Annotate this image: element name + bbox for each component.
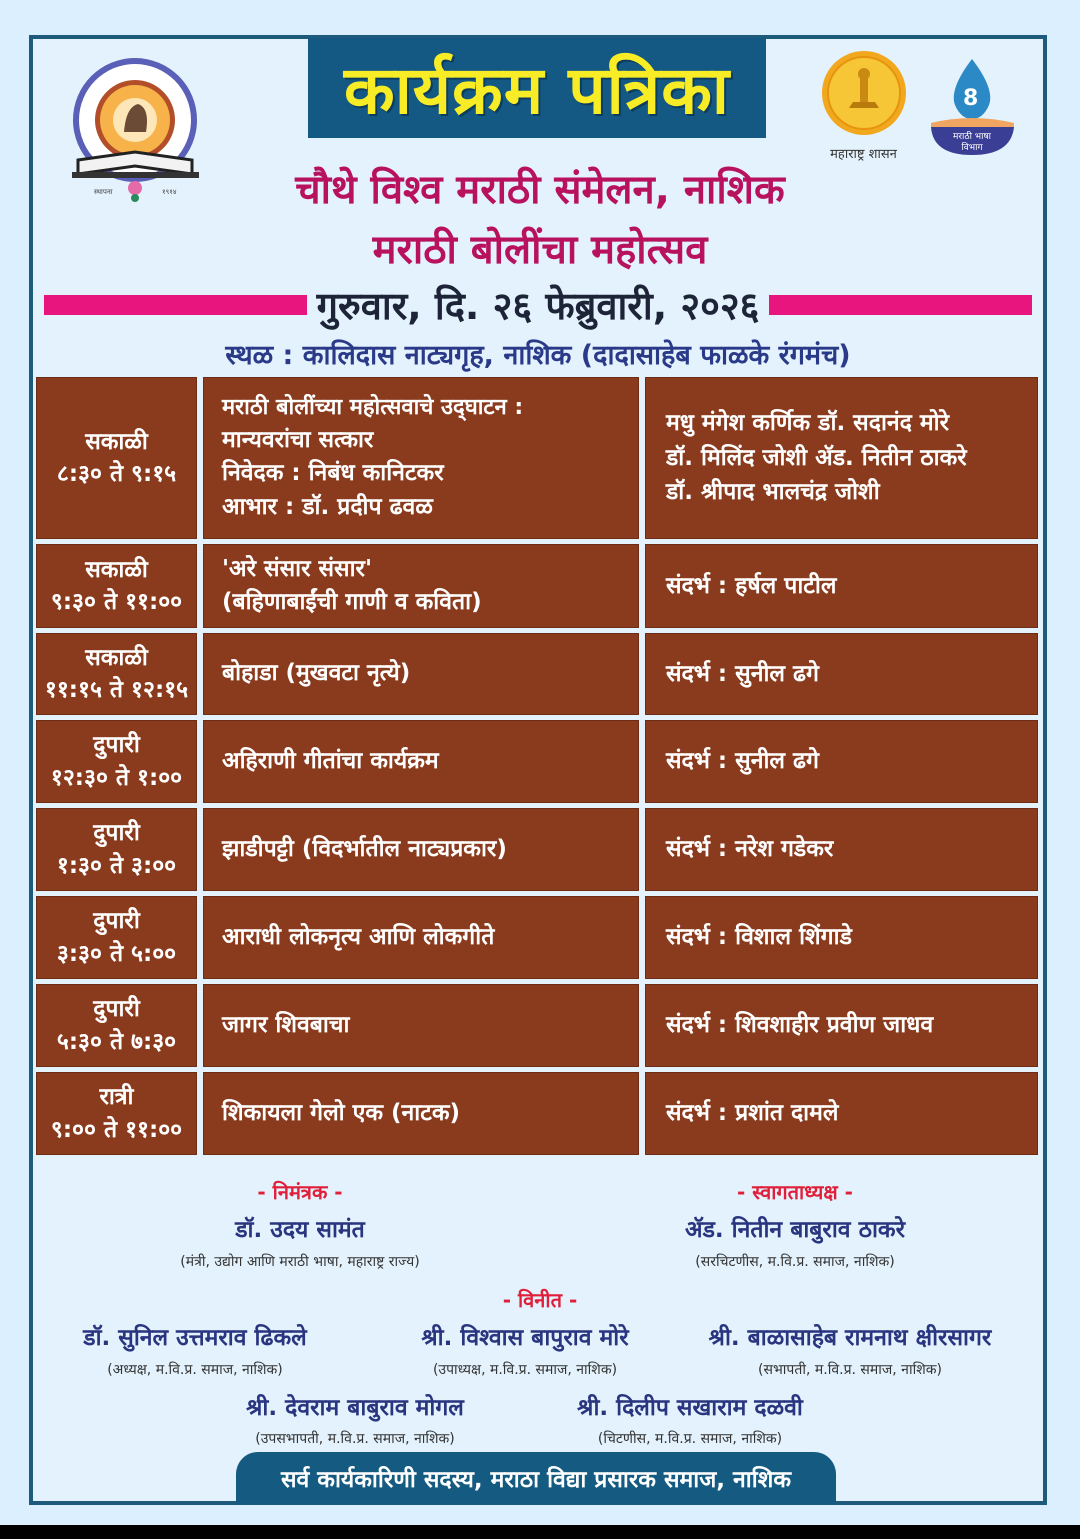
footer-banner <box>236 1452 836 1504</box>
svg-text:स्थापना: स्थापना <box>94 188 113 196</box>
time-cell: दुपारी ३:३० ते ५:०० <box>36 896 197 979</box>
schedule-row <box>36 984 1038 1067</box>
event-cell: जागर शिवबाचा <box>203 984 639 1067</box>
event-cell: झाडीपट्टी (विदर्भातील नाट्यप्रकार) <box>203 808 639 891</box>
footer-text: सर्व कार्यकारिणी सदस्य, मराठा विद्या प्रसारक समाज, नाशिक <box>280 1467 792 1493</box>
humble-label: - विनीत - <box>502 1288 578 1312</box>
page-title: कार्यक्रम पत्रिका <box>344 52 730 129</box>
svg-text:१९१४: १९१४ <box>162 188 177 196</box>
schedule-row <box>36 633 1038 715</box>
mvp-samaj-logo-icon <box>58 52 213 207</box>
inviter-role: (मंत्री, उद्योग आणि मराठी भाषा, महाराष्ट्र राज्य) <box>180 1254 420 1270</box>
time-cell: दुपारी ५:३० ते ७:३० <box>36 984 197 1067</box>
event-cell: अहिराणी गीतांचा कार्यक्रम <box>203 720 639 803</box>
date-banner <box>44 283 1032 327</box>
inviter-name: डॉ. उदय सामंत <box>235 1217 365 1243</box>
humble-person-name: डॉ. सुनिल उत्तमराव ढिकले <box>83 1325 307 1351</box>
humble-person-role: (उपाध्यक्ष, म.वि.प्र. समाज, नाशिक) <box>432 1362 618 1378</box>
event-cell: शिकायला गेलो एक (नाटक) <box>203 1072 639 1155</box>
reference-cell: संदर्भ : सुनील ढगे <box>645 633 1038 715</box>
reception-chair-role: (सरचिटणीस, म.वि.प्र. समाज, नाशिक) <box>695 1254 895 1270</box>
schedule-row <box>36 377 1038 539</box>
reference-cell: संदर्भ : हर्षल पाटील <box>645 544 1038 628</box>
time-cell: सकाळी ८:३० ते ९:१५ <box>36 377 197 539</box>
left-pink-bar <box>44 295 307 315</box>
reception-chair-name: ॲड. नितीन बाबुराव ठाकरे <box>685 1217 905 1243</box>
title-banner <box>308 38 766 138</box>
event-date: गुरुवार, दि. २६ फेब्रुवारी, २०२६ <box>316 284 760 328</box>
time-cell: दुपारी १:३० ते ३:०० <box>36 808 197 891</box>
time-cell: सकाळी ११:१५ ते १२:१५ <box>36 633 197 715</box>
event-cell: मराठी बोलींच्या महोत्सवाचे उद्‌घाटन : मान्यवरांचा सत्कार निवेदक : निबंध कानिटकर आभार : डॉ. प्रदीप ढवळ <box>203 377 639 539</box>
reception-chair-label: - स्वागताध्यक्ष - <box>737 1180 853 1204</box>
event-venue: स्थळ : कालिदास नाट्यगृह, नाशिक (दादासाहेब फाळके रंगमंच) <box>225 340 851 371</box>
humble-person-role: (अध्यक्ष, म.वि.प्र. समाज, नाशिक) <box>107 1362 283 1378</box>
inviter-label: - निमंत्रक - <box>257 1180 343 1204</box>
schedule-row <box>36 896 1038 979</box>
right-pink-bar <box>769 295 1032 315</box>
festival-subtitle: मराठी बोलींचा महोत्सव <box>372 227 708 273</box>
dept-drop-icon <box>925 55 1020 160</box>
schedule-row <box>36 544 1038 628</box>
maharashtra-govt-logo: महाराष्ट्र शासन <box>816 50 911 160</box>
event-cell: आराधी लोकनृत्य आणि लोकगीते <box>203 896 639 979</box>
bottom-black-strip <box>0 1525 1080 1539</box>
time-cell: रात्री ९:०० ते ११:०० <box>36 1072 197 1155</box>
time-cell: सकाळी ९:३० ते ११:०० <box>36 544 197 628</box>
marathi-bhasha-vibhag-logo <box>925 55 1020 160</box>
humble-person-name: श्री. दिलीप सखाराम दळवी <box>577 1395 803 1421</box>
humble-person-role: (उपसभापती, म.वि.प्र. समाज, नाशिक) <box>255 1431 455 1447</box>
schedule-row <box>36 1072 1038 1155</box>
time-cell: दुपारी १२:३० ते १:०० <box>36 720 197 803</box>
humble-person-role: (चिटणीस, म.वि.प्र. समाज, नाशिक) <box>597 1431 783 1447</box>
svg-text:मराठी भाषा: मराठी भाषा <box>952 132 992 142</box>
humble-person-role: (सभापती, म.वि.प्र. समाज, नाशिक) <box>758 1362 942 1378</box>
svg-text:8: 8 <box>963 86 979 111</box>
govt-seal-icon <box>819 50 909 136</box>
schedule-row <box>36 808 1038 891</box>
humble-person-name: श्री. बाळासाहेब रामनाथ क्षीरसागर <box>708 1325 992 1351</box>
schedule-table <box>36 377 1038 1160</box>
reference-cell: संदर्भ : सुनील ढगे <box>645 720 1038 803</box>
guests-cell: मधु मंगेश कर्णिक डॉ. सदानंद मोरे डॉ. मिलिंद जोशी ॲड. नितीन ठाकरे डॉ. श्रीपाद भालचंद्र जोशी <box>645 377 1038 539</box>
reference-cell: संदर्भ : प्रशांत दामले <box>645 1072 1038 1155</box>
reference-cell: संदर्भ : शिवशाहीर प्रवीण जाधव <box>645 984 1038 1067</box>
humble-person-name: श्री. विश्वास बापुराव मोरे <box>421 1325 629 1351</box>
schedule-row <box>36 720 1038 803</box>
reference-cell: संदर्भ : विशाल शिंगाडे <box>645 896 1038 979</box>
svg-text:विभाग: विभाग <box>961 143 983 153</box>
reference-cell: संदर्भ : नरेश गडेकर <box>645 808 1038 891</box>
event-cell: 'अरे संसार संसार' (बहिणाबाईंची गाणी व कविता) <box>203 544 639 628</box>
event-cell: बोहाडा (मुखवटा नृत्ये) <box>203 633 639 715</box>
event-subtitle: चौथे विश्व मराठी संमेलन, नाशिक <box>295 167 785 213</box>
humble-person-name: श्री. देवराम बाबुराव मोगल <box>246 1395 464 1421</box>
